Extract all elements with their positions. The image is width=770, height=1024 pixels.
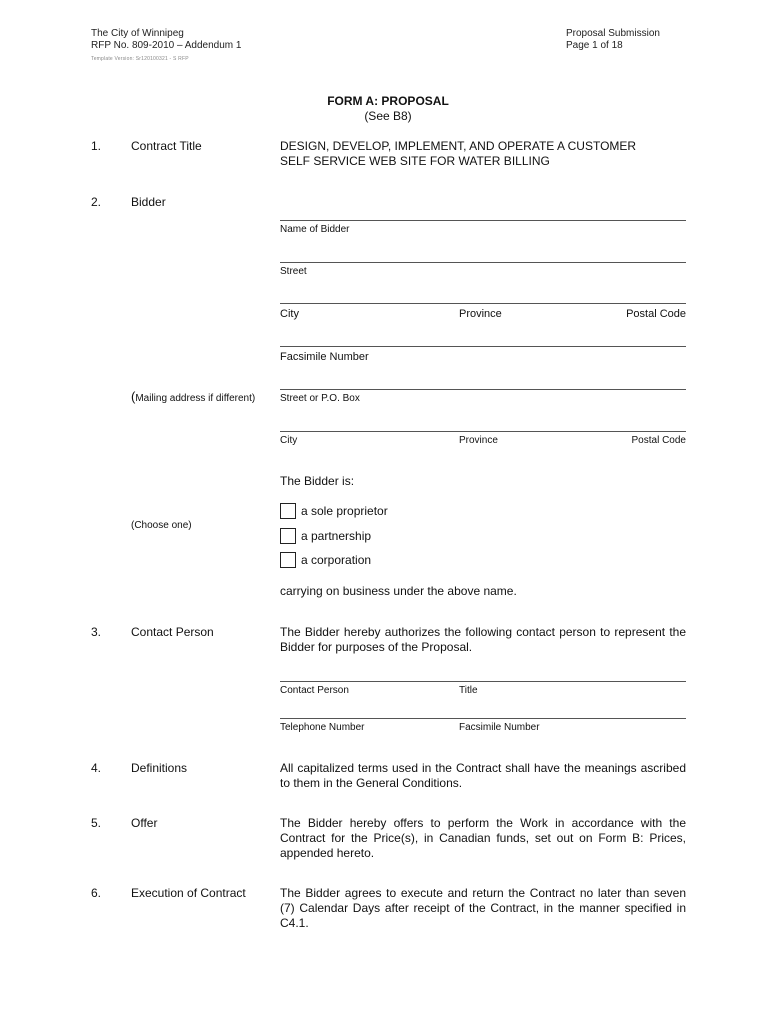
header-proposal-submission: Proposal Submission: [566, 28, 660, 39]
execution-of-contract-text: The Bidder agrees to execute and return the Contract no later than seven (7) Calendar Days after receipt of the Contract, in the manner specified in C4.1.: [280, 886, 686, 930]
section-2-number: 2.: [91, 195, 102, 209]
form-title: FORM A: PROPOSAL: [327, 94, 449, 108]
province-label: Province: [459, 308, 502, 320]
mailing-paren: (: [131, 389, 136, 404]
street-field[interactable]: [280, 262, 686, 263]
contact-person-field-label: Contact Person: [280, 685, 349, 696]
facsimile-label: Facsimile Number: [280, 351, 369, 363]
name-of-bidder-field[interactable]: [280, 220, 686, 221]
contact-facsimile-label: Facsimile Number: [459, 722, 540, 733]
sole-proprietor-label: a sole proprietor: [301, 504, 388, 518]
section-2-label: Bidder: [131, 195, 166, 209]
sole-proprietor-checkbox[interactable]: [280, 503, 296, 519]
carrying-on-business-text: carrying on business under the above name.: [280, 584, 517, 598]
section-5-label: Offer: [131, 816, 158, 830]
section-4-label: Definitions: [131, 761, 188, 775]
header-city: The City of Winnipeg: [91, 28, 184, 39]
street-po-box-field[interactable]: [280, 389, 686, 390]
bidder-is-label: The Bidder is:: [280, 474, 355, 488]
header-page-number: Page 1 of 18: [566, 40, 623, 51]
template-version-note: Template Version: Sr120100321 - S RFP: [91, 56, 189, 62]
header-rfp: RFP No. 809-2010 – Addendum 1: [91, 40, 242, 51]
section-1-number: 1.: [91, 139, 102, 153]
header-left: [91, 28, 241, 52]
street-label: Street: [280, 266, 307, 277]
contact-person-field[interactable]: [280, 681, 686, 682]
corporation-label: a corporation: [301, 553, 372, 567]
city-label: City: [280, 308, 299, 320]
telephone-number-label: Telephone Number: [280, 722, 365, 733]
telephone-facsimile-field[interactable]: [280, 718, 686, 719]
partnership-label: a partnership: [301, 529, 372, 543]
section-5-number: 5.: [91, 816, 102, 830]
mailing-city-field[interactable]: [280, 431, 686, 432]
mailing-address-label: [131, 388, 255, 406]
facsimile-field[interactable]: [280, 346, 686, 347]
header-right: [566, 28, 660, 52]
mailing-city-label: City: [280, 435, 298, 446]
section-3-number: 3.: [91, 625, 102, 639]
city-province-postal-field[interactable]: [280, 303, 686, 304]
section-4-number: 4.: [91, 761, 102, 775]
definitions-text: All capitalized terms used in the Contract shall have the meanings ascribed to them in the General Conditions.: [280, 761, 686, 790]
section-6-label: Execution of Contract: [131, 886, 246, 900]
choose-one-label: (Choose one): [131, 520, 192, 531]
contract-title-line-1: DESIGN, DEVELOP, IMPLEMENT, AND OPERATE A CUSTOMER: [280, 139, 637, 153]
offer-text: The Bidder hereby offers to perform the Work in accordance with the Contract for the Price(s), in Canadian funds, set out on Form B: Prices, appended hereto.: [280, 816, 686, 860]
section-3-label: Contact Person: [131, 625, 214, 639]
mailing-text: Mailing address if different): [135, 393, 256, 404]
corporation-checkbox[interactable]: [280, 552, 296, 568]
contract-title-line-2: SELF SERVICE WEB SITE FOR WATER BILLING: [280, 154, 550, 168]
partnership-checkbox[interactable]: [280, 528, 296, 544]
contract-title-text: [280, 139, 636, 169]
mailing-province-label: Province: [459, 435, 498, 446]
form-subtitle: (See B8): [364, 109, 412, 123]
section-6-number: 6.: [91, 886, 102, 900]
contact-title-label: Title: [459, 685, 478, 696]
name-of-bidder-label: Name of Bidder: [280, 224, 350, 235]
contact-person-text: The Bidder hereby authorizes the following contact person to represent the Bidder for purposes of the Proposal.: [280, 625, 686, 654]
postal-code-label: Postal Code: [626, 308, 686, 320]
section-1-label: Contract Title: [131, 139, 202, 153]
mailing-postal-code-label: Postal Code: [631, 435, 686, 446]
street-po-box-label: Street or P.O. Box: [280, 393, 360, 404]
